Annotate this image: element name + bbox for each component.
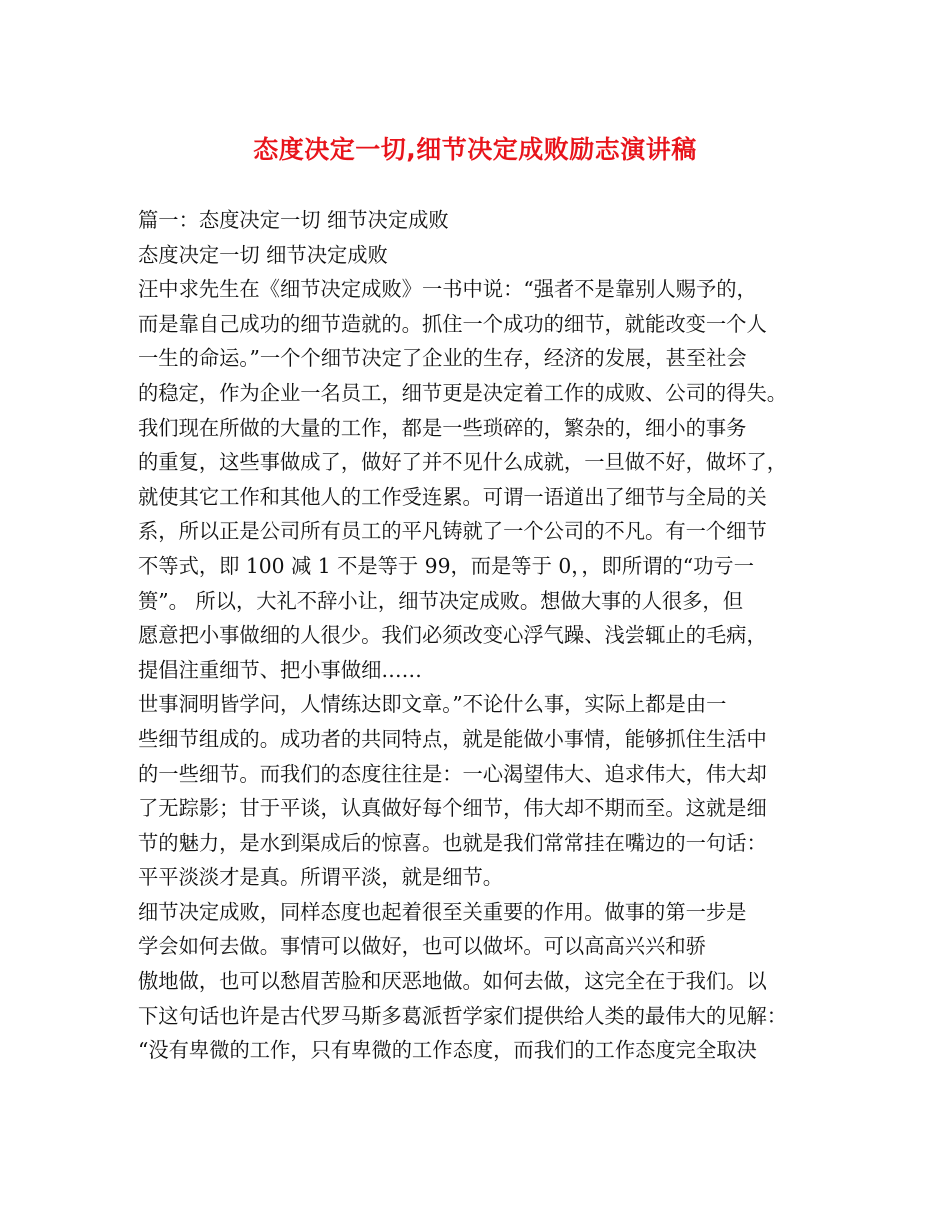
text-line: 些细节组成的。成功者的共同特点，就是能做小事情，能够抓住生活中 [138,726,767,751]
document-body [138,203,828,1068]
text-line: 节的魅力，是水到渠成后的惊喜。也就是我们常常挂在嘴边的一句话： [138,830,767,855]
document-title: 态度决定一切,细节决定成败励志演讲稿 [253,135,697,164]
text-line: 愿意把小事做细的人很少。我们必须改变心浮气躁、浅尝辄止的毛病， [138,623,767,648]
text-line: 的一些细节。而我们的态度往往是：一心渴望伟大、追求伟大，伟大却 [138,761,767,786]
text-line: 细节决定成败，同样态度也起着很至关重要的作用。做事的第一步是 [138,899,747,924]
text-line: “没有卑微的工作，只有卑微的工作态度，而我们的工作态度完全取决 [138,1038,757,1063]
text-line: 的重复，这些事做成了，做好了并不见什么成就，一旦做不好，做坏了， [138,450,788,475]
text-line: 了无踪影；甘于平谈，认真做好每个细节，伟大却不期而至。这就是细 [138,796,767,821]
text-line: 学会如何去做。事情可以做好，也可以做坏。可以高高兴兴和骄 [138,934,706,959]
text-line: 一生的命运。”一个个细节决定了企业的生存，经济的发展，甚至社会 [138,346,747,371]
text-line: 汪中求先生在《细节决定成败》一书中说：“强者不是靠别人赐予的， [138,277,757,302]
text-line: 我们现在所做的大量的工作，都是一些琐碎的，繁杂的，细小的事务 [138,415,747,440]
text-line: 不等式，即 100 减 1 不是等于 99，而是等于 0，，即所谓的“功亏一 [138,553,754,578]
text-line: 下这句话也许是古代罗马斯多葛派哲学家们提供给人类的最伟大的见解： [138,1003,788,1028]
text-line: 的稳定，作为企业一名员工，细节更是决定着工作的成败、公司的得失。 [138,380,788,405]
text-line: 态度决定一切 细节决定成败 [138,242,388,267]
text-line: 世事洞明皆学问，人情练达即文章。”不论什么事，实际上都是由一 [138,692,727,717]
text-line: 篑”。 所以，大礼不辞小让，细节决定成败。想做大事的人很多，但 [138,588,743,613]
text-line: 系，所以正是公司所有员工的平凡铸就了一个公司的不凡。有一个细节 [138,519,767,544]
text-line: 平平淡淡才是真。所谓平淡，就是细节。 [138,865,504,890]
text-line: 傲地做，也可以愁眉苦脸和厌恶地做。如何去做，这完全在于我们。以 [138,969,767,994]
text-line: 提倡注重细节、把小事做细…… [138,657,422,682]
text-line: 就使其它工作和其他人的工作受连累。可谓一语道出了细节与全局的关 [138,484,767,509]
text-line: 篇一：态度决定一切 细节决定成败 [138,208,449,232]
text-line: 而是靠自己成功的细节造就的。抓住一个成功的细节，就能改变一个人 [138,311,767,336]
